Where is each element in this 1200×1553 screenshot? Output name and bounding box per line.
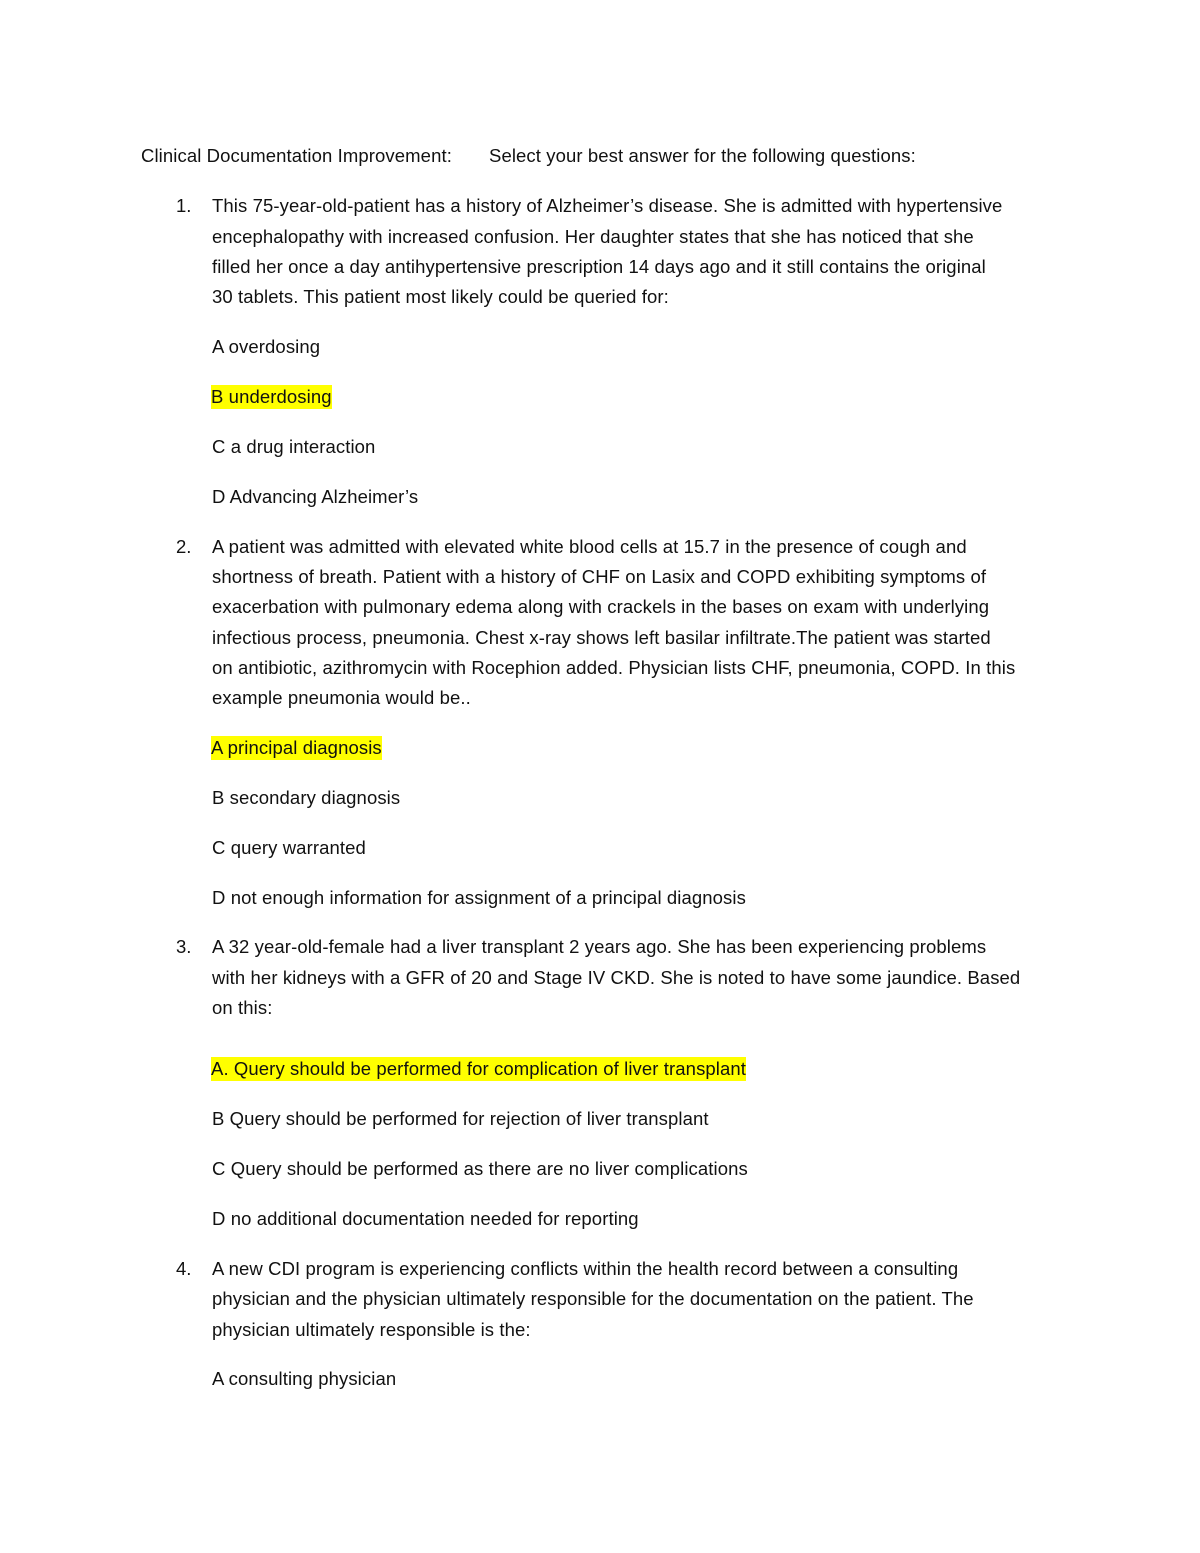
question-text-line: filled her once a day antihypertensive prescription 14 days ago and it still contains the original: [212, 256, 986, 277]
question-text-line: This 75-year-old-patient has a history of Alzheimer’s disease. She is admitted with hypertensive: [212, 195, 1003, 216]
answer-option-highlighted: A principal diagnosis: [211, 737, 382, 758]
question-text-line: encephalopathy with increased confusion. Her daughter states that she has noticed that she: [212, 226, 974, 247]
document-instruction: Select your best answer for the following questions:: [489, 145, 916, 166]
answer-option: A overdosing: [212, 336, 321, 357]
question-number: 4.: [176, 1258, 192, 1279]
document-title: Clinical Documentation Improvement:: [141, 145, 452, 166]
question-text-line: physician and the physician ultimately responsible for the documentation on the patient. The: [212, 1288, 974, 1309]
question-text-line: physician ultimately responsible is the:: [212, 1319, 531, 1340]
answer-option-highlighted: A. Query should be performed for complication of liver transplant: [211, 1058, 747, 1079]
question-text-line: exacerbation with pulmonary edema along with crackels in the bases on exam with underlying: [212, 596, 990, 617]
question-text-line: infectious process, pneumonia. Chest x-ray shows left basilar infiltrate.The patient was started: [212, 627, 991, 648]
answer-option: A consulting physician: [212, 1368, 397, 1389]
answer-option: C Query should be performed as there are no liver complications: [212, 1158, 748, 1179]
answer-option: B secondary diagnosis: [212, 787, 401, 808]
answer-option: D no additional documentation needed for reporting: [212, 1208, 639, 1229]
question-text-line: 30 tablets. This patient most likely could be queried for:: [212, 286, 669, 307]
question-number: 2.: [176, 536, 192, 557]
question-text-line: on this:: [212, 997, 273, 1018]
answer-option: C a drug interaction: [212, 436, 376, 457]
question-text-line: A patient was admitted with elevated white blood cells at 15.7 in the presence of cough and: [212, 536, 967, 557]
answer-option: B Query should be performed for rejection of liver transplant: [212, 1108, 709, 1129]
question-number: 3.: [176, 936, 192, 957]
question-text-line: on antibiotic, azithromycin with Rocephion added. Physician lists CHF, pneumonia, COPD. In this: [212, 657, 1016, 678]
question-text-line: A new CDI program is experiencing conflicts within the health record between a consulting: [212, 1258, 959, 1279]
question-text-line: shortness of breath. Patient with a history of CHF on Lasix and COPD exhibiting symptoms of: [212, 566, 987, 587]
question-text-line: example pneumonia would be..: [212, 687, 471, 708]
question-text-line: with her kidneys with a GFR of 20 and Stage IV CKD. She is noted to have some jaundice. Based: [212, 967, 1021, 988]
answer-option: D Advancing Alzheimer’s: [212, 486, 419, 507]
answer-option-highlighted: B underdosing: [211, 386, 332, 407]
answer-option: C query warranted: [212, 837, 366, 858]
question-number: 1.: [176, 195, 192, 216]
question-text-line: A 32 year-old-female had a liver transplant 2 years ago. She has been experiencing problems: [212, 936, 987, 957]
answer-option: D not enough information for assignment of a principal diagnosis: [212, 887, 746, 908]
